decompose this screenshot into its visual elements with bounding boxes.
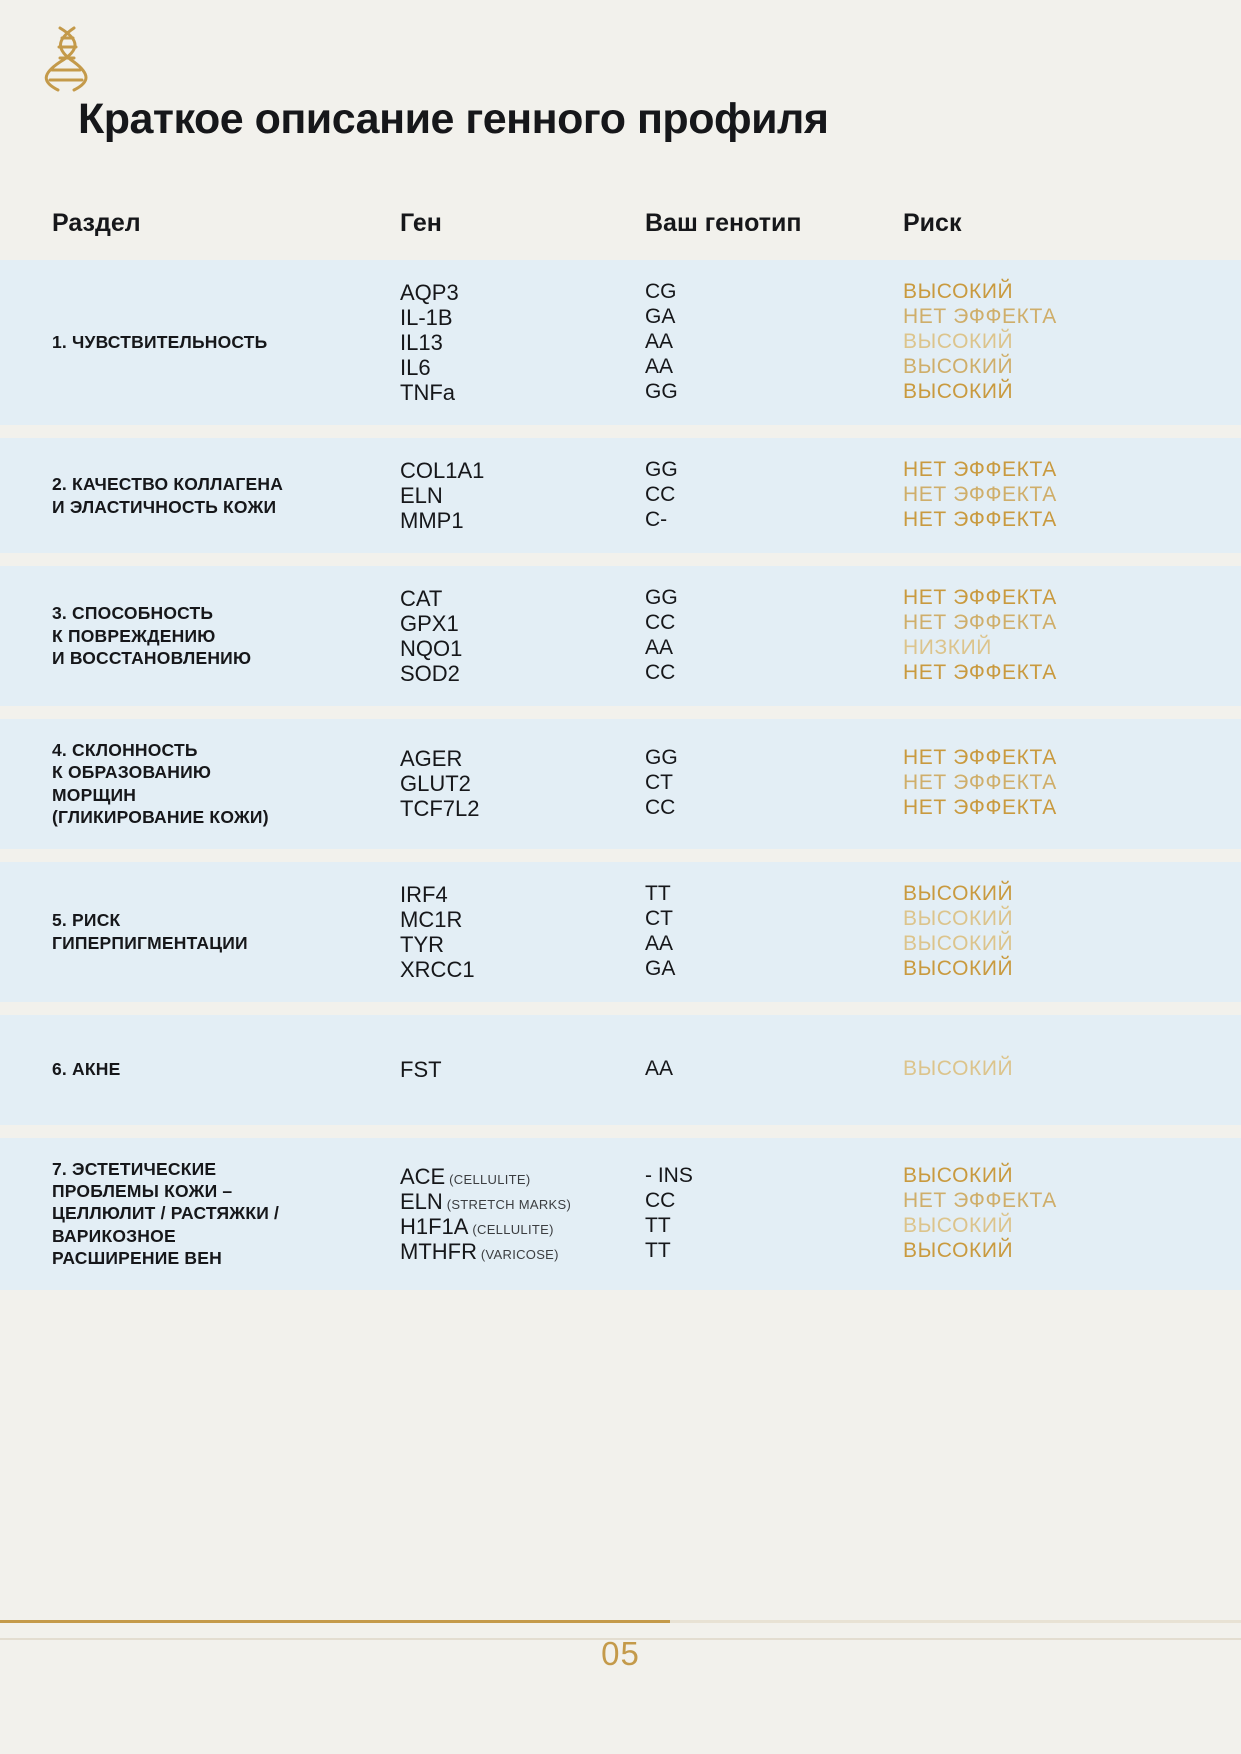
genotype-value: - INS (645, 1163, 693, 1187)
section-text: 4. СКЛОННОСТЬ К ОБРАЗОВАНИЮ МОРЩИН (ГЛИКИРОВАНИЕ КОЖИ) (52, 740, 269, 828)
risk-badge: НИЗКИЙ (903, 636, 992, 659)
gene-name: IL6 (400, 355, 431, 380)
risk-badge: НЕТ ЭФФЕКТА (903, 661, 1057, 684)
risk-badge: ВЫСОКИЙ (903, 1057, 1014, 1081)
genotype-value: CT (645, 771, 673, 795)
row-risk-list (903, 586, 1241, 686)
gene-name: COL1A1 (400, 458, 485, 483)
table-body (0, 260, 1241, 1290)
gene-name: GLUT2 (400, 771, 471, 797)
row-genotype-list (645, 1057, 903, 1082)
column-header-gene: Ген (400, 208, 442, 237)
risk-badge: НЕТ ЭФФЕКТА (903, 483, 1057, 506)
row-gene-list (400, 1164, 645, 1264)
page-number: 05 (601, 1635, 640, 1672)
gene-name: ACE (CELLULITE) (400, 1163, 531, 1189)
genotype-value: GA (645, 956, 676, 980)
risk-badge: ВЫСОКИЙ (903, 1213, 1014, 1237)
gene-note: (CELLULITE) (468, 1221, 554, 1237)
gene-name: H1F1A (CELLULITE) (400, 1213, 554, 1239)
gene-name: MC1R (400, 906, 463, 932)
row-gene-list (400, 882, 645, 982)
gene-name: TCF7L2 (400, 796, 480, 822)
genotype-value: CG (645, 280, 677, 303)
genotype-value: AA (645, 636, 674, 659)
gene-name: ELN (400, 483, 443, 508)
gene-name: IL-1B (400, 305, 453, 330)
gene-name: TYR (400, 931, 444, 957)
risk-badge: ВЫСОКИЙ (903, 1238, 1014, 1262)
gene-profile-table (0, 186, 1241, 1303)
gene-note: (STRETCH MARKS) (442, 1196, 572, 1212)
row-genotype-list (645, 586, 903, 686)
table-row (0, 1015, 1241, 1125)
section-text: 3. СПОСОБНОСТЬ К ПОВРЕЖДЕНИЮ И ВОССТАНОВЛЕНИЮ (52, 603, 252, 669)
table-row (0, 1138, 1241, 1290)
row-gene-list (400, 1057, 645, 1082)
gene-note: (VARICOSE) (476, 1246, 559, 1262)
row-section-label (0, 602, 400, 669)
genotype-value: C- (645, 508, 668, 531)
row-genotype-list (645, 882, 903, 982)
risk-badge: ВЫСОКИЙ (903, 931, 1014, 955)
page-title: Краткое описание генного профиля (78, 95, 829, 143)
gene-name: ELN (STRETCH MARKS) (400, 1188, 572, 1214)
genotype-value: AA (645, 330, 674, 353)
genotype-value: TT (645, 1238, 671, 1262)
section-text: 1. ЧУВСТВИТЕЛЬНОСТЬ (52, 332, 268, 353)
row-genotype-list (645, 746, 903, 821)
table-row (0, 438, 1241, 553)
risk-badge: ВЫСОКИЙ (903, 355, 1014, 378)
genotype-value: CC (645, 611, 676, 634)
genotype-value: GG (645, 746, 678, 770)
gene-name: GPX1 (400, 611, 459, 636)
table-header-row (0, 186, 1241, 260)
footer-divider (0, 1620, 1241, 1623)
gene-name: SOD2 (400, 661, 460, 686)
dna-helix-icon (40, 22, 100, 92)
genotype-value: CC (645, 1188, 676, 1212)
gene-name: MTHFR (VARICOSE) (400, 1238, 559, 1264)
genotype-value: CC (645, 796, 676, 820)
table-row (0, 260, 1241, 425)
risk-badge: ВЫСОКИЙ (903, 380, 1014, 403)
genotype-value: CT (645, 906, 673, 930)
risk-badge: НЕТ ЭФФЕКТА (903, 305, 1057, 328)
risk-badge: НЕТ ЭФФЕКТА (903, 796, 1057, 820)
section-text: 5. РИСК ГИПЕРПИГМЕНТАЦИИ (52, 910, 248, 953)
gene-name: AQP3 (400, 280, 459, 305)
row-genotype-list (645, 458, 903, 533)
section-text: 7. ЭСТЕТИЧЕСКИЕ ПРОБЛЕМЫ КОЖИ – ЦЕЛЛЮЛИТ / РАСТЯЖКИ / ВАРИКОЗНОЕ РАСШИРЕНИЕ ВЕН (52, 1158, 280, 1269)
row-genotype-list (645, 280, 903, 405)
genotype-value: GG (645, 458, 678, 481)
row-risk-list (903, 280, 1241, 405)
section-text: 6. АКНЕ (52, 1059, 121, 1080)
row-genotype-list (645, 1164, 903, 1264)
risk-badge: НЕТ ЭФФЕКТА (903, 746, 1057, 770)
column-header-genotype: Ваш генотип (645, 208, 802, 237)
gene-name: TNFa (400, 380, 455, 405)
genotype-value: GG (645, 586, 678, 609)
row-gene-list (400, 280, 645, 405)
section-text: 2. КАЧЕСТВО КОЛЛАГЕНА И ЭЛАСТИЧНОСТЬ КОЖИ (52, 474, 284, 517)
table-row (0, 566, 1241, 706)
table-row (0, 862, 1241, 1002)
row-section-label (0, 331, 400, 353)
column-header-risk: Риск (903, 208, 962, 237)
risk-badge: НЕТ ЭФФЕКТА (903, 458, 1057, 481)
risk-badge: ВЫСОКИЙ (903, 956, 1014, 980)
genotype-value: GA (645, 305, 676, 328)
row-risk-list (903, 458, 1241, 533)
row-gene-list (400, 746, 645, 821)
gene-name: NQO1 (400, 636, 463, 661)
genotype-value: AA (645, 1057, 674, 1081)
row-gene-list (400, 586, 645, 686)
risk-badge: НЕТ ЭФФЕКТА (903, 508, 1057, 531)
column-header-section: Раздел (52, 208, 141, 237)
genotype-value: TT (645, 881, 671, 905)
risk-badge: НЕТ ЭФФЕКТА (903, 1188, 1057, 1212)
risk-badge: НЕТ ЭФФЕКТА (903, 771, 1057, 795)
genotype-value: AA (645, 355, 674, 378)
genotype-value: GG (645, 380, 678, 403)
row-risk-list (903, 746, 1241, 821)
gene-name: AGER (400, 746, 463, 772)
genotype-value: CC (645, 483, 676, 506)
risk-badge: ВЫСОКИЙ (903, 280, 1014, 303)
table-row (0, 719, 1241, 849)
row-section-label (0, 473, 400, 518)
gene-name: IRF4 (400, 881, 448, 907)
row-section-label (0, 739, 400, 829)
risk-badge: НЕТ ЭФФЕКТА (903, 611, 1057, 634)
gene-name: FST (400, 1057, 442, 1083)
genotype-value: TT (645, 1213, 671, 1237)
risk-badge: ВЫСОКИЙ (903, 906, 1014, 930)
genotype-value: AA (645, 931, 674, 955)
risk-badge: ВЫСОКИЙ (903, 1163, 1014, 1187)
row-section-label (0, 909, 400, 954)
risk-badge: ВЫСОКИЙ (903, 881, 1014, 905)
gene-note: (CELLULITE) (445, 1171, 531, 1187)
row-risk-list (903, 1057, 1241, 1082)
genotype-value: CC (645, 661, 676, 684)
row-section-label (0, 1158, 400, 1270)
row-risk-list (903, 882, 1241, 982)
row-section-label (0, 1058, 400, 1080)
gene-name: XRCC1 (400, 956, 475, 982)
row-risk-list (903, 1164, 1241, 1264)
risk-badge: НЕТ ЭФФЕКТА (903, 586, 1057, 609)
row-gene-list (400, 458, 645, 533)
gene-name: CAT (400, 586, 443, 611)
gene-name: MMP1 (400, 508, 464, 533)
gene-name: IL13 (400, 330, 443, 355)
risk-badge: ВЫСОКИЙ (903, 330, 1014, 353)
